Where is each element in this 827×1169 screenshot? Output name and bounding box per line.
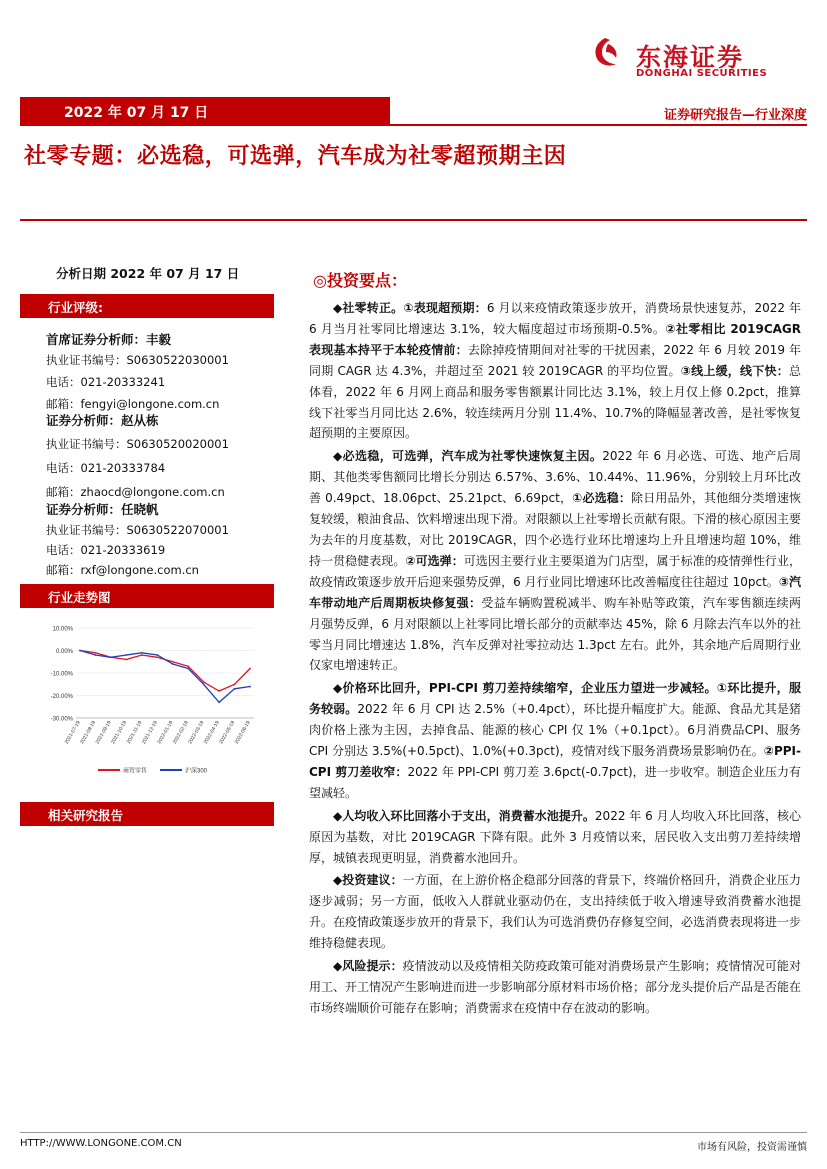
data-point: [203, 683, 205, 685]
legend-label: 沪深300: [185, 768, 208, 775]
highlight-bold-text: ②可选弹：: [405, 553, 464, 568]
highlight-text: 一方面，在上游价格企稳部分回落的背景下，终端价格回升，消费企业压力逐步减弱；另一方面，低收入人群就业驱动仍在，支出持续低于收入增速导致消费蓄水池提升。在疫情政策逐步放开的背景下，我们认为可选消费仍存修复空间，必选消费表现将进一步维持稳健表现。: [309, 873, 802, 951]
x-tick-label: 2022-05-19: [218, 720, 237, 746]
logo-text-en: DONGHAI SECURITIES: [636, 68, 768, 79]
y-tick-label: 10.00%: [52, 626, 73, 633]
highlight-paragraph: [309, 956, 801, 1019]
analyst-1-cert: 执业证书编号：S0630522030001: [46, 353, 229, 367]
data-point: [95, 654, 97, 656]
y-tick-label: -10.00%: [50, 671, 73, 678]
related-section-bar: [20, 802, 274, 826]
trend-label: 行业走势图: [48, 590, 111, 605]
data-point: [141, 654, 143, 656]
x-tick-label: 2021-08-19: [79, 720, 98, 746]
x-tick-label: 2022-01-19: [156, 720, 175, 746]
highlight-bold-text: ◆必选稳，可选弹，汽车成为社零快速恢复主因。: [333, 449, 603, 464]
highlight-text: 总体看，2022 年 6 月网上商品和服务零售额累计同比达 3.1%，较上月仅上修 0.2pct，推算线下社零当月同比达 2.6%，较连续两月分别 11.4%、10.7%的降幅显著改善，是社零恢复超预期的主要原因。: [309, 363, 801, 441]
highlight-text: 去除掉疫情期间对社零的干扰因素，2022 年 6 月较 2019 年同期 CAGR 达 4.3%，并超过至 2021 较 2019CAGR 的平均位置。: [309, 342, 801, 378]
rating-section-bar: [20, 294, 274, 318]
donghai-logo-icon: [588, 36, 622, 70]
highlight-paragraph: [309, 298, 801, 444]
highlight-paragraph: [309, 678, 801, 803]
x-tick-label: 2021-11-19: [125, 720, 144, 745]
data-point: [218, 690, 220, 692]
related-label: 相关研究报告: [48, 808, 124, 823]
analyst-1-email[interactable]: 邮箱：fengyi@longone.com.cn: [46, 397, 220, 411]
rating-label: 行业评级:: [48, 300, 103, 315]
analyst-2-phone: 电话：021-20333784: [46, 461, 166, 475]
analyst-3-email[interactable]: 邮箱：rxf@longone.com.cn: [46, 563, 199, 577]
industry-trend-chart: [40, 622, 260, 777]
highlight-bold-text: ③汽车带动地产后周期板块修复强：: [309, 574, 801, 610]
data-point: [156, 654, 158, 656]
highlight-bold-text: ◆风险提示：: [333, 959, 403, 974]
highlight-text: 可选因主要行业主要渠道为门店型，属于标准的疫情弹性行业，故疫情政策逐步放开后迎来强势反弹，6 月行业同比增速环比改善幅度往往超过 10pct。: [309, 553, 801, 589]
data-point: [187, 665, 189, 667]
highlight-text: 2022 年 6 月 CPI 达 2.5%（+0.4pct），环比提升幅度扩大。能源、食品尤其是猪肉价格上涨为主因，去掉食品、能源的核心 CPI 仅 1%（+0.1pct）。6月消费品CPI、服务CPI 分别达 3.5%(+0.5pct)、1.0%(+0.3pct)，疫情对线下服务消费场景影响仍在。: [309, 702, 801, 759]
analyst-1-role: 首席证券分析师：丰毅: [46, 332, 172, 347]
footer-url[interactable]: HTTP://WWW.LONGONE.COM.CN: [20, 1138, 182, 1149]
x-tick-label: 2022-06-19: [233, 720, 252, 746]
x-tick-label: 2022-03-19: [187, 720, 206, 746]
report-type: 证券研究报告—行业深度: [663, 108, 807, 123]
x-tick-label: 2022-02-19: [171, 720, 190, 746]
data-point: [125, 659, 127, 661]
report-date: 2022 年 07 月 17 日: [64, 105, 209, 121]
highlight-text: 6 月以来疫情政策逐步放开，消费场景快速复苏，2022 年 6 月当月社零同比增速达 3.1%，较大幅度超过市场预期-0.5%。: [309, 301, 802, 336]
investment-highlights: [309, 298, 801, 1021]
data-point: [110, 656, 112, 658]
analyst-2-role: 证券分析师：赵从栋: [46, 413, 159, 428]
highlight-paragraph: [309, 870, 801, 954]
y-tick-label: -30.00%: [50, 716, 73, 723]
highlight-bold-text: ◆社零转正。①表现超预期：: [333, 301, 487, 315]
highlight-text: 2022 年 6 月必选、可选、地产后周期、其他类零售额同比增长分别达 6.57%、3.6%、10.44%、11.96%，分别较上月环比改善 0.49pct、18.06pct、25.21pct、6.69pct，: [309, 449, 801, 506]
footer-rule: [20, 1132, 807, 1133]
highlight-text: 受益车辆购置税减半、购车补贴等政策，汽车零售额连续两月强势反弹，6 月对限额以上社零同比增长部分的贡献率达 45%，除 6 月除去汽车以外的社零当月同比增速达 1.8%，汽车反弹对社零拉动达 1.3pct 左右。此外，其余地产后周期行业仅家电增速转正。: [309, 595, 801, 673]
x-tick-label: 2021-07-19: [63, 720, 82, 746]
data-point: [172, 663, 174, 665]
data-point: [249, 668, 251, 670]
analyst-3-phone: 电话：021-20333619: [46, 543, 166, 557]
data-point: [187, 668, 189, 670]
highlight-paragraph: [309, 446, 801, 676]
data-point: [95, 652, 97, 654]
data-point: [141, 652, 143, 654]
trend-section-bar: [20, 584, 274, 608]
page-title: 社零专题：必选稳，可选弹，汽车成为社零超预期主因: [24, 144, 567, 169]
data-point: [203, 681, 205, 683]
data-point: [234, 688, 236, 690]
highlight-text: 疫情波动以及疫情相关防疫政策可能对消费场景产生影响；疫情情况可能对用工、开工情况产生影响进而进一步影响部分原材料市场价格；部分龙头提价后产品是否能在市场终端顺价可能存在影响；消费需求在疫情中存在波动的影响。: [309, 959, 802, 1015]
analyst-3-cert: 执业证书编号：S0630522070001: [46, 523, 229, 537]
analyst-1-phone: 电话：021-20333241: [46, 375, 166, 389]
y-tick-label: -20.00%: [50, 694, 73, 700]
highlight-bold-text: ◆投资建议：: [333, 873, 403, 888]
highlight-bold-text: ◆人均收入环比回落小于支出，消费蓄水池提升。: [333, 808, 595, 823]
header-rule: [20, 124, 807, 126]
highlight-bold-text: ◆价格环比回升，PPI-CPI 剪刀差持续缩窄，企业压力望进一步减轻。①环比提升，服务较弱。: [309, 681, 801, 717]
x-tick-label: 2022-04-19: [202, 720, 221, 746]
data-point: [218, 701, 220, 703]
footer-disclaimer: 市场有风险，投资需谨慎: [697, 1142, 807, 1153]
highlight-bold-text: ②社零相比 2019CAGR 表现基本持平于本轮疫情前：: [309, 321, 801, 357]
data-point: [172, 661, 174, 663]
highlight-bold-text: ③线上缓，线下快：: [680, 363, 789, 378]
title-rule: [20, 219, 807, 221]
data-point: [249, 686, 251, 688]
highlight-bold-text: ②PPI-CPI 剪刀差收窄：: [309, 744, 801, 779]
highlight-paragraph: [309, 806, 801, 869]
x-tick-label: 2021-12-19: [141, 720, 160, 746]
data-point: [79, 650, 81, 652]
analyst-3-role: 证券分析师：任晓帆: [46, 502, 159, 517]
analysis-date: 分析日期 2022 年 07 月 17 日: [56, 266, 240, 281]
x-tick-label: 2021-10-19: [110, 720, 129, 746]
y-tick-label: 0.00%: [55, 649, 73, 655]
data-point: [234, 683, 236, 685]
highlight-text: 2022 年 6 月人均收入环比回落，核心原因为基数，对比 2019CAGR 下降有限。此外 3 月疫情以来，居民收入支出剪刀差持续增厚，城镇表现更明显，消费蓄水池回升。: [309, 808, 802, 865]
highlight-text: 2022 年 PPI-CPI 剪刀差 3.6pct(-0.7pct)，进一步收窄。制造企业压力有望减轻。: [309, 764, 802, 800]
analyst-2-email[interactable]: 邮箱：zhaocd@longone.com.cn: [46, 485, 225, 499]
section-title: ◎投资要点：: [313, 271, 407, 290]
highlight-text: 除日用品外，其他细分类增速恢复较缓，粮油食品、饮料增速出现下滑。对限额以上社零增长贡献有限。下滑的核心原因主要为去年的月度基数，对比 2019CAGR，四个必选行业环比增速均上升且增速均超 10%，维持一贯稳健表现。: [309, 491, 802, 568]
legend-label: 商贸零售: [123, 768, 148, 775]
logo-text-cn: 东海证券: [636, 43, 745, 72]
x-tick-label: 2021-09-19: [94, 720, 113, 746]
analyst-2-cert: 执业证书编号：S0630520020001: [46, 437, 229, 451]
data-point: [125, 654, 127, 656]
data-point: [156, 656, 158, 658]
highlight-bold-text: ①必选稳：: [572, 491, 632, 506]
series-line-1: [80, 651, 250, 703]
